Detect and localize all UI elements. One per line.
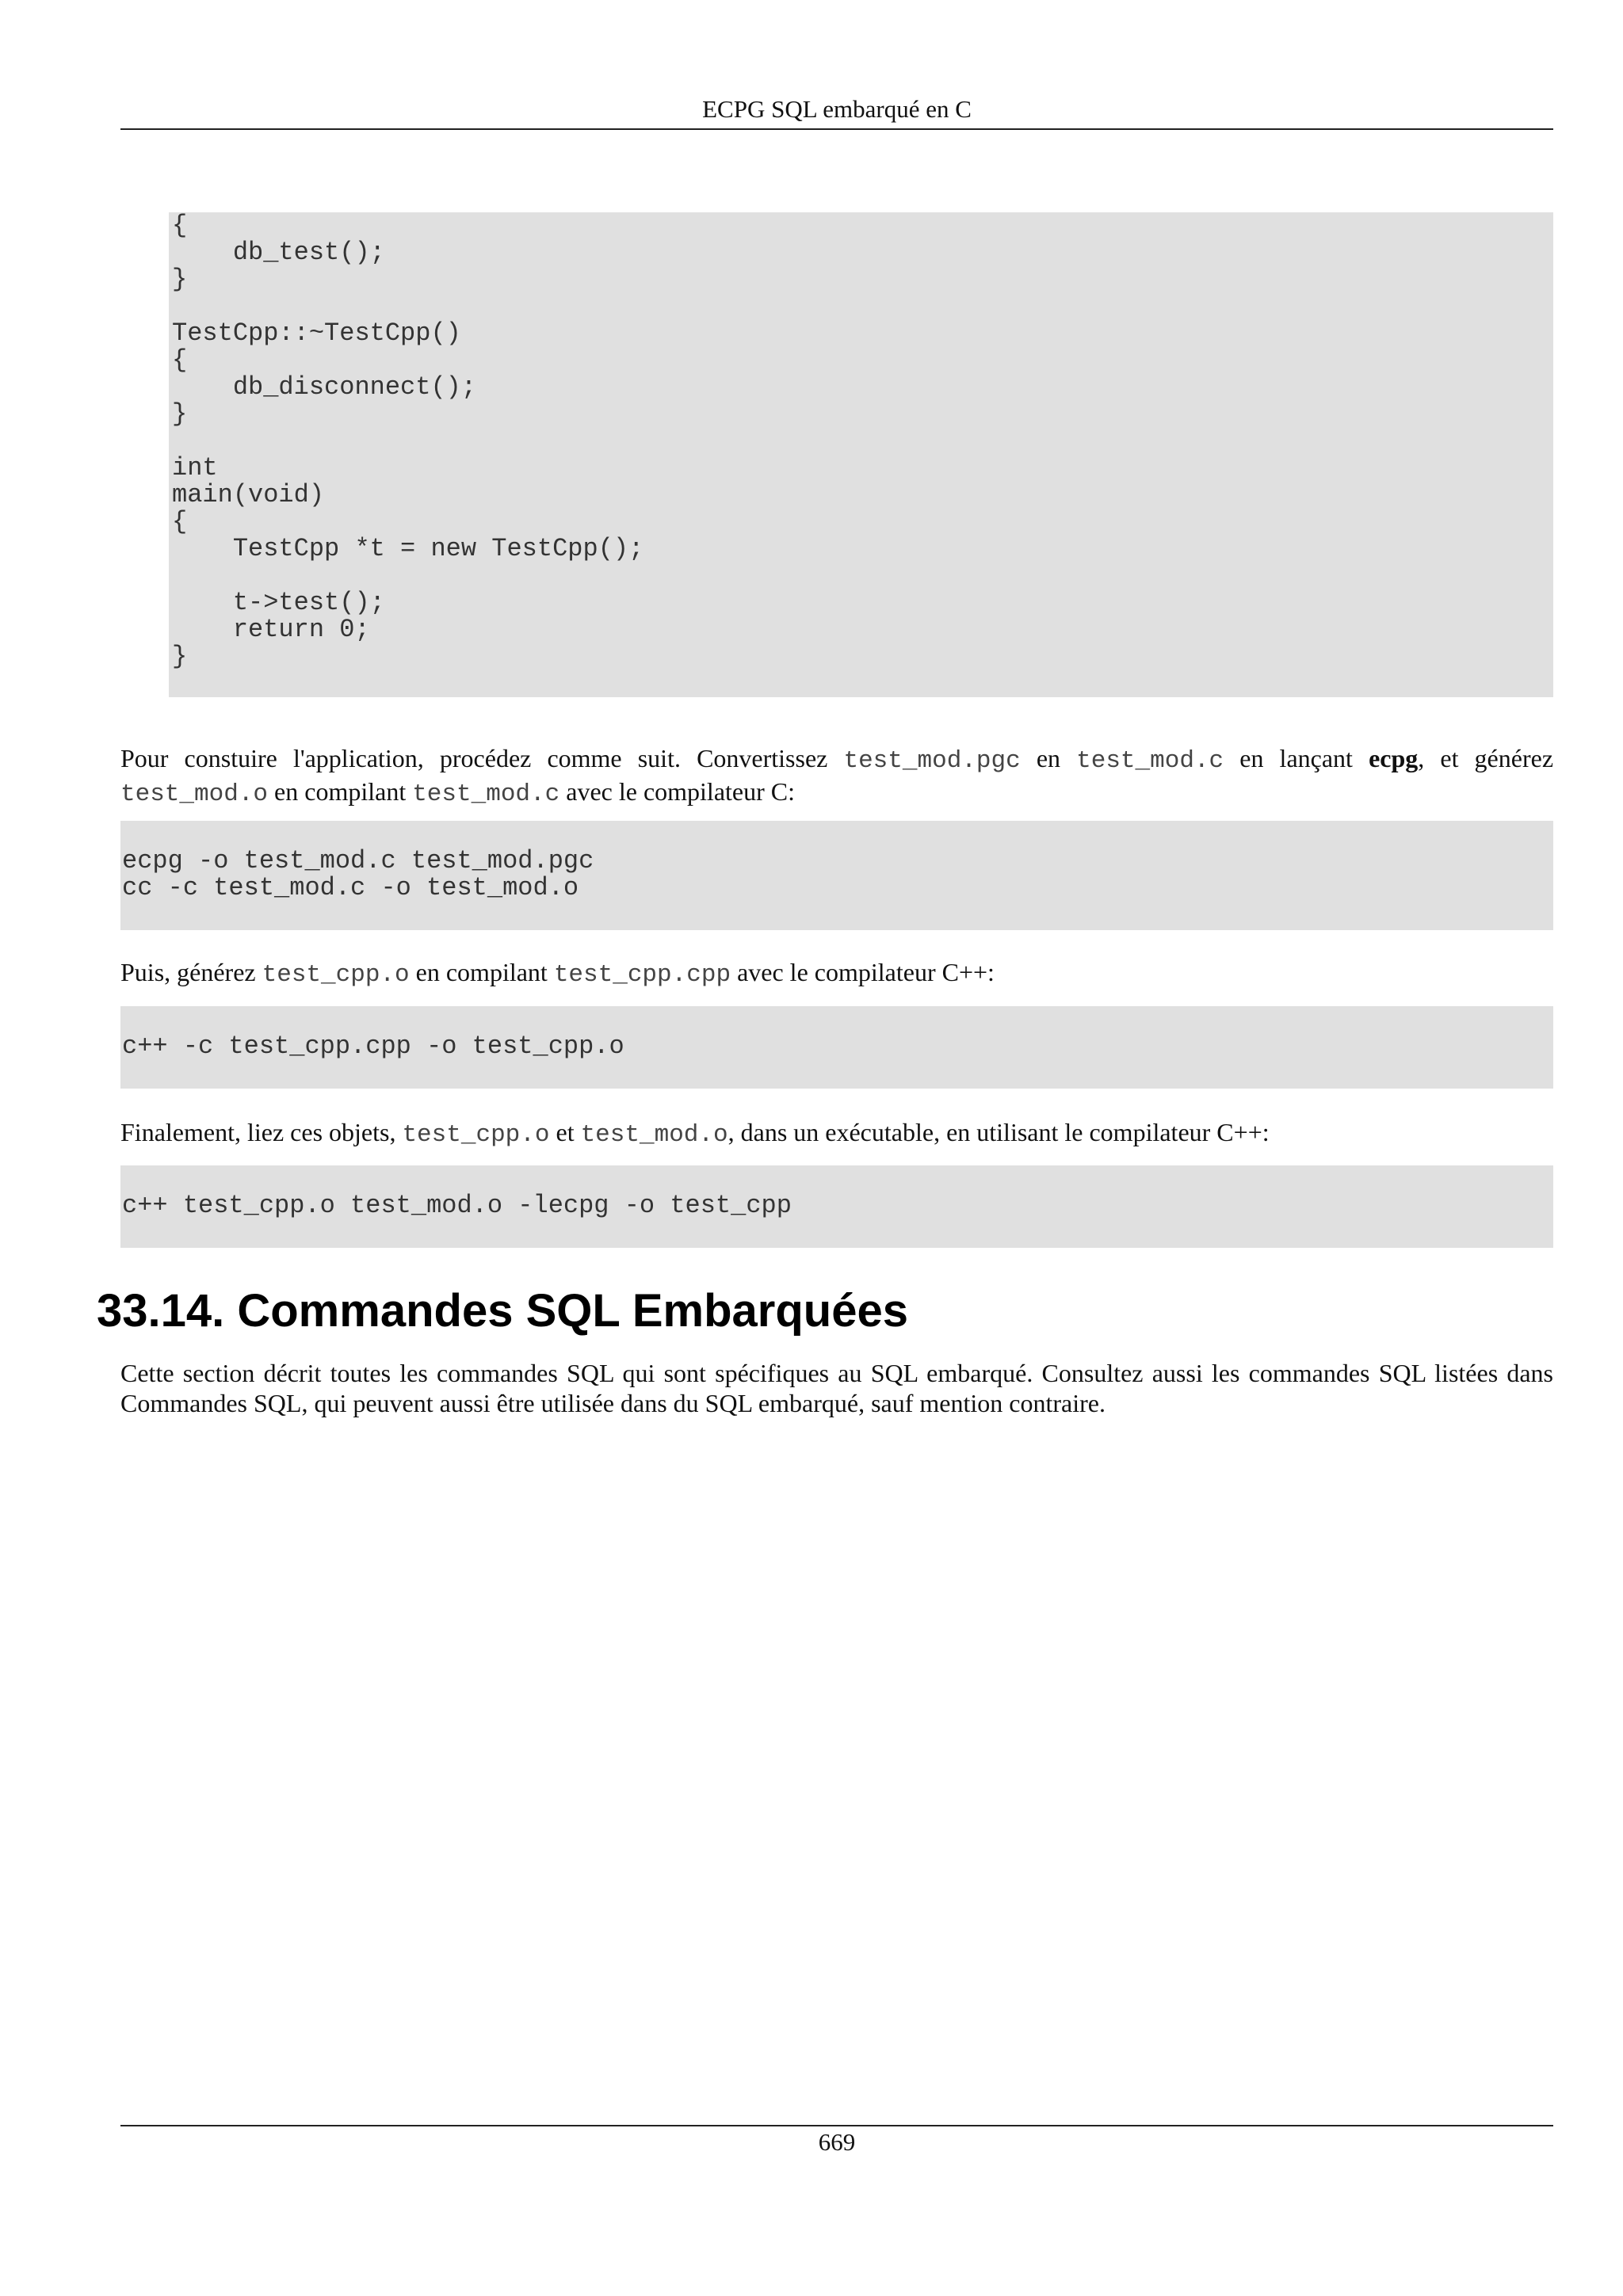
- inline-code: test_cpp.o: [402, 1121, 550, 1149]
- text-run: Finalement, liez ces objets,: [120, 1118, 403, 1146]
- text-run: Pour constuire l'application, procédez comme suit. Convertissez: [120, 744, 844, 772]
- inline-code: test_mod.o: [580, 1121, 728, 1149]
- inline-code: test_cpp.cpp: [553, 961, 731, 989]
- inline-code: test_mod.c: [412, 780, 560, 808]
- text-run: avec le compilateur C:: [559, 777, 795, 806]
- inline-code: test_mod.o: [120, 780, 269, 808]
- text-run: Puis, générez: [120, 958, 262, 986]
- header-divider: [120, 128, 1553, 130]
- page-number: 669: [818, 2128, 856, 2156]
- inline-code: test_cpp.o: [262, 961, 410, 989]
- code-block-link-command: c++ test_cpp.o test_mod.o -lecpg -o test_cpp: [120, 1165, 1553, 1248]
- build-instructions-paragraph: [120, 743, 1553, 810]
- text-run: , dans un exécutable, en utilisant le compilateur C++:: [727, 1118, 1270, 1146]
- text-run: avec le compilateur C++:: [731, 958, 995, 986]
- text-run: en compilant: [409, 958, 554, 986]
- code-block-cpp-example: { db_test(); } TestCpp::~TestCpp() { db_disconnect(); } int main(void) { TestCpp *t = new TestCpp(); t->test(); return 0; }: [169, 212, 1553, 697]
- link-paragraph: [120, 1117, 1553, 1150]
- section-heading: 33.14. Commandes SQL Embarquées: [97, 1285, 909, 1337]
- running-header: ECPG SQL embarqué en C: [702, 95, 972, 123]
- inline-code: test_mod.c: [1076, 747, 1224, 775]
- bold-term: ecpg: [1369, 744, 1419, 772]
- code-block-ecpg-commands: ecpg -o test_mod.c test_mod.pgc cc -c test_mod.c -o test_mod.o: [120, 821, 1553, 930]
- text-run: et: [549, 1118, 581, 1146]
- text-run: en: [1020, 744, 1077, 772]
- cpp-compile-paragraph: [120, 957, 1553, 990]
- text-run: en compilant: [268, 777, 413, 806]
- section-intro-paragraph: Cette section décrit toutes les commandes SQL qui sont spécifiques au SQL embarqué. Consultez aussi les commandes SQL listées dans Commandes SQL, qui peuvent aussi être utilisée dans du SQL embarqué, sauf mention contraire.: [120, 1359, 1553, 1417]
- code-block-cpp-compile: c++ -c test_cpp.cpp -o test_cpp.o: [120, 1006, 1553, 1089]
- inline-code: test_mod.pgc: [843, 747, 1021, 775]
- text-run: en lançant: [1224, 744, 1369, 772]
- text-run: , et générez: [1418, 744, 1554, 772]
